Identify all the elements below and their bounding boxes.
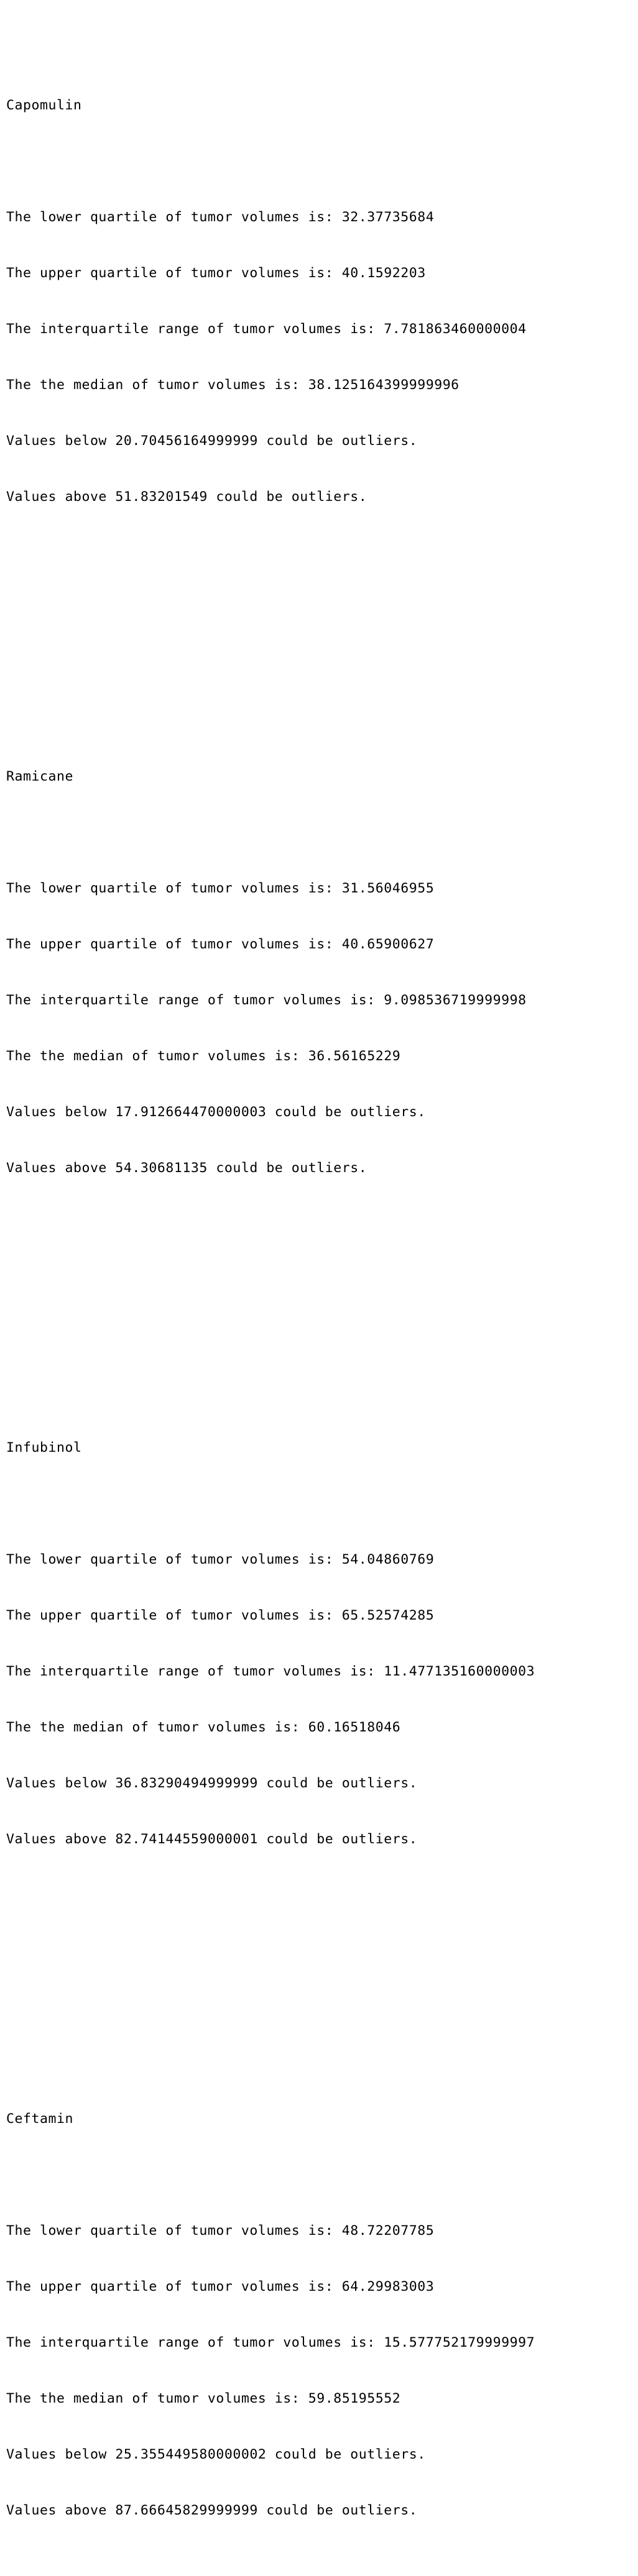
blank-line: [6, 2166, 535, 2184]
blank-line: [6, 1942, 535, 1961]
iqr-line: The interquartile range of tumor volumes is: 15.577752179999997: [6, 2335, 535, 2350]
lower-bound-line: Values below 25.355449580000002 could be outliers.: [6, 2447, 426, 2462]
lower-quartile-line: The lower quartile of tumor volumes is: 31.56046955: [6, 881, 435, 896]
iqr-line: The interquartile range of tumor volumes is: 11.477135160000003: [6, 1664, 535, 1679]
lower-quartile-line: The lower quartile of tumor volumes is: 48.72207785: [6, 2223, 435, 2239]
iqr-line: The interquartile range of tumor volumes is: 9.098536719999998: [6, 992, 527, 1008]
lower-bound-line: Values below 20.70456164999999 could be outliers.: [6, 433, 418, 449]
drug-name: Infubinol: [6, 1440, 82, 1455]
blank-line: [6, 1495, 535, 1513]
blank-line: [6, 1271, 535, 1290]
upper-quartile-line: The upper quartile of tumor volumes is: 40.1592203: [6, 265, 426, 281]
blank-line: [6, 152, 535, 171]
lower-bound-line: Values below 17.912664470000003 could be outliers.: [6, 1104, 426, 1120]
drug-block-infubinol: [6, 1401, 535, 1998]
lower-quartile-line: The lower quartile of tumor volumes is: 32.37735684: [6, 209, 435, 225]
drug-name: Ramicane: [6, 769, 73, 784]
drug-block-capomulin: [6, 59, 535, 656]
blank-line: [6, 1886, 535, 1905]
drug-name: Ceftamin: [6, 2111, 73, 2127]
blank-line: [6, 544, 535, 562]
drug-name: Capomulin: [6, 98, 82, 113]
lower-quartile-line: The lower quartile of tumor volumes is: 54.04860769: [6, 1552, 435, 1567]
median-line: The the median of tumor volumes is: 36.56165229: [6, 1048, 401, 1064]
drug-block-ceftamin: [6, 2073, 535, 2557]
iqr-line: The interquartile range of tumor volumes is: 7.781863460000004: [6, 321, 527, 337]
upper-quartile-line: The upper quartile of tumor volumes is: 40.65900627: [6, 937, 435, 952]
blank-line: [6, 600, 535, 618]
upper-bound-line: Values above 87.66645829999999 could be outliers.: [6, 2503, 418, 2518]
median-line: The the median of tumor volumes is: 38.125164399999996: [6, 377, 460, 393]
blank-line: [6, 823, 535, 842]
upper-quartile-line: The upper quartile of tumor volumes is: 64.29983003: [6, 2279, 435, 2294]
median-line: The the median of tumor volumes is: 60.16518046: [6, 1720, 401, 1735]
cell-output: [6, 3, 535, 2576]
median-line: The the median of tumor volumes is: 59.85195552: [6, 2391, 401, 2406]
upper-bound-line: Values above 54.30681135 could be outliers.: [6, 1160, 368, 1176]
upper-bound-line: Values above 51.83201549 could be outliers.: [6, 489, 368, 505]
blank-line: [6, 1215, 535, 1234]
lower-bound-line: Values below 36.83290494999999 could be outliers.: [6, 1776, 418, 1791]
upper-bound-line: Values above 82.74144559000001 could be outliers.: [6, 1831, 418, 1847]
upper-quartile-line: The upper quartile of tumor volumes is: 65.52574285: [6, 1608, 435, 1623]
drug-block-ramicane: [6, 730, 535, 1327]
